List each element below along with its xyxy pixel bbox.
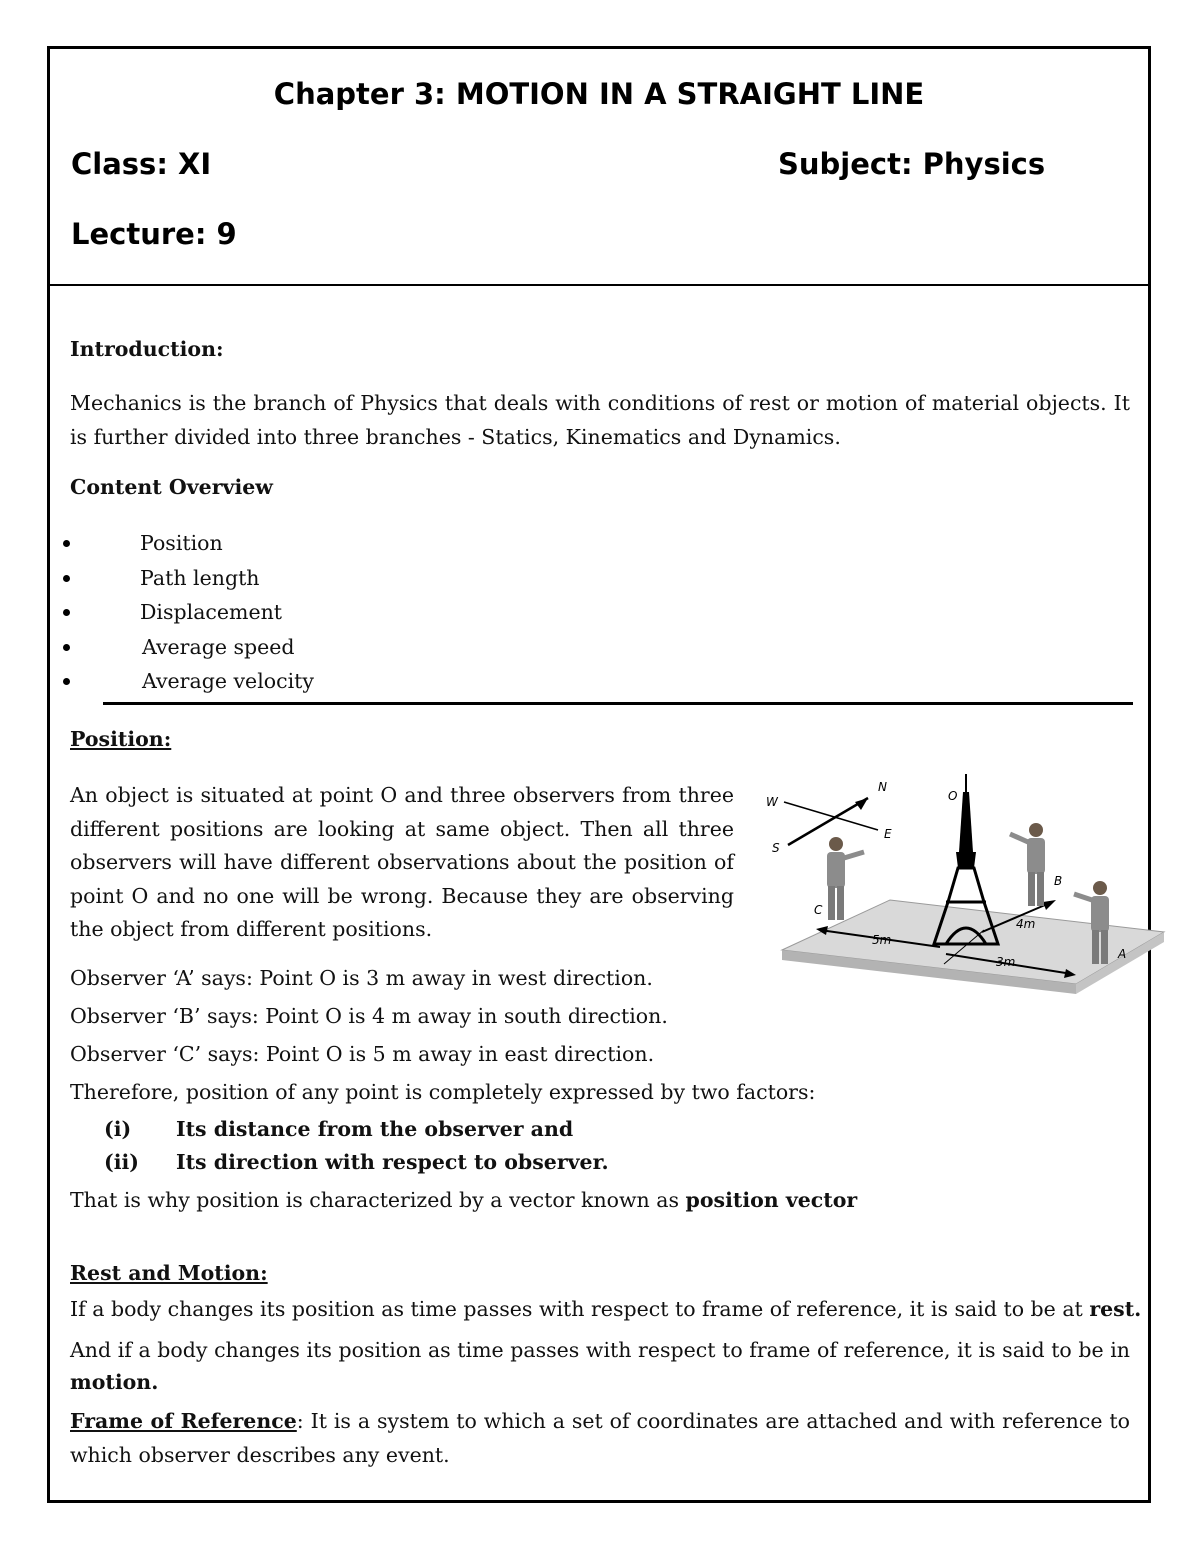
observer-b-label: B [1054,874,1063,888]
position-paragraph [70,779,734,947]
observer-c-icon [827,837,864,920]
observer-b-icon [1010,823,1045,906]
observer-a-statement: Observer ‘A’ says: Point O is 3 m away in west direction. [70,966,653,990]
observer-c-label: C [814,903,823,917]
position-line: observers will have different observations about the position of [70,850,734,875]
compass-north-label: N [878,780,887,794]
list-item-label: Position [140,531,223,555]
position-heading: Position: [70,727,172,751]
rest-term: rest. [1089,1297,1142,1321]
content-overview-list [70,526,314,699]
list-item-label: Displacement [140,600,283,625]
chapter-title: Chapter 3: MOTION IN A STRAIGHT LINE [273,77,925,111]
position-conclusion [70,1188,857,1212]
list-item [70,664,314,699]
point-o-label: O [948,789,958,803]
list-item [70,526,314,561]
factor-item [104,1117,573,1141]
therefore-statement: Therefore, position of any point is completely expressed by two factors: [70,1080,816,1104]
distance-4m-label: 4m [1016,917,1036,931]
factor-text: Its direction with respect to observer. [176,1150,609,1174]
subject-label: Subject: Physics [778,147,1046,181]
position-line: the object from different positions. [70,917,433,942]
introduction-heading: Introduction: [70,337,224,361]
rest-text: If a body changes its position as time passes with respect to frame of reference, it is said to be at [70,1297,1090,1321]
distance-5m-label: 5m [872,933,892,947]
position-vector-term: position vector [685,1188,858,1212]
conclusion-text: That is why position is characterized by a vector known as [70,1188,686,1212]
class-label: Class: XI [71,147,212,181]
factor-item [104,1150,609,1174]
frame-of-reference-text-2: which observer describes any event. [70,1443,450,1467]
position-line: point O and no one will be wrong. Because they are observing [70,883,734,908]
list-item [70,595,314,630]
lecture-label: Lecture: 9 [71,217,237,251]
motion-term: motion. [70,1370,159,1394]
motion-definition [70,1334,1130,1398]
position-line: different positions are looking at same object. Then all three [70,816,734,841]
header-box [50,49,1148,286]
section-divider [103,702,1133,705]
introduction-paragraph: Mechanics is the branch of Physics that deals with conditions of rest or motion of material objects. It is further divided into three branches - Statics, Kinematics and Dynamics. [70,391,1130,449]
compass-west-label: W [766,795,778,809]
frame-of-reference-definition [70,1404,1130,1472]
distance-3m-label: 3m [996,955,1016,969]
list-item-label: Path length [140,565,260,590]
observer-a-label: A [1118,947,1127,961]
list-item-label: Average velocity [142,669,314,694]
eiffel-tower-observers-figure [760,772,1170,1004]
rest-definition [70,1297,1141,1321]
compass-east-label: E [884,827,892,841]
factor-text: Its distance from the observer and [176,1117,574,1141]
factor-number: (i) [104,1117,132,1141]
factor-number: (ii) [104,1150,139,1174]
observer-b-statement: Observer ‘B’ says: Point O is 4 m away in south direction. [70,1004,668,1028]
motion-text: And if a body changes its position as time passes with respect to frame of reference, it is said to be in [70,1338,1130,1362]
compass-south-label: S [772,841,780,855]
list-item [70,561,314,596]
content-overview-heading: Content Overview [70,475,273,499]
rest-motion-heading: Rest and Motion: [70,1261,268,1285]
list-item [70,630,314,665]
frame-of-reference-term: Frame of Reference [70,1409,297,1433]
observer-c-statement: Observer ‘C’ says: Point O is 5 m away in east direction. [70,1042,655,1066]
position-line: An object is situated at point O and three observers from three [70,783,734,807]
frame-of-reference-text: : It is a system to which a set of coordinates are attached and with reference to [296,1409,1130,1433]
list-item-label: Average speed [142,634,295,659]
